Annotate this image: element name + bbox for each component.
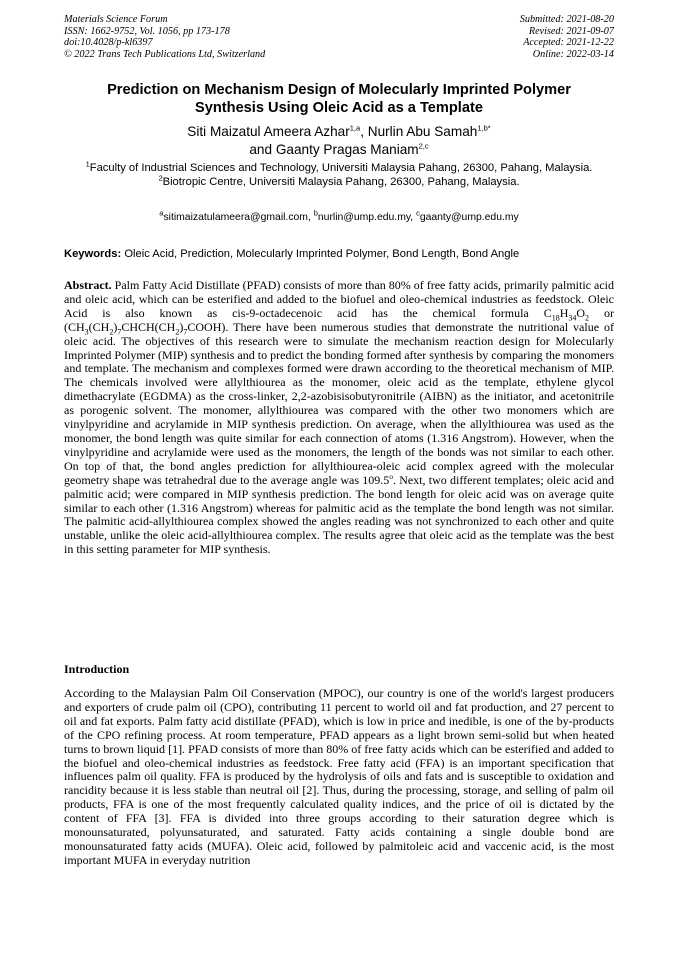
email-c[interactable]: gaanty@ump.edu.my: [419, 212, 519, 223]
author-2-marker: 1,b*: [477, 123, 491, 133]
keywords-label: Keywords:: [64, 248, 122, 260]
affiliation-2-marker: 2: [158, 173, 163, 183]
formula-sub: 34: [568, 313, 577, 323]
affiliation-1: [64, 159, 614, 175]
date-revised: Revised: 2021-09-07: [528, 25, 614, 37]
author-1: Siti Maizatul Ameera Azhar: [187, 124, 350, 139]
date-accepted: Accepted: 2021-12-22: [523, 37, 614, 49]
journal-info: [64, 14, 265, 60]
journal-copyright: © 2022 Trans Tech Publications Ltd, Switzerland: [64, 48, 266, 60]
formula-sub: 7: [117, 327, 122, 337]
author-list: [40, 123, 638, 158]
abstract-text-2: There have been numerous studies that demonstrate the nutritional value of oleic acid. The objectives of this research were to simulate the mechanism reaction design for Molecularly Imprinted Polymer (MIP) synthesis and to predict the bonding formed after synthesis by comparing the monomers and template. The mechanism and complexes formed were drawn according to the theoretical mechanism of MIP. The chemicals involved were allylthiourea as the monomer, oleic acid as the template, ethylene glycol dimethacrylate (EGDMA) as the cross-linker, 2,2-azobisisobutyronitrile (AIBN) as the initiator, and acetonitrile as porogenic solvent. The monomer, allylthiourea was compared with the other two monomers which are vinylpyridine and acrylamide in MIP synthesis prediction. On average, when the allylthiourea was used as the monomer, the bond length was quite similar for each connection of atoms (1.316 Angstrom). However, when the vinylpyridine and acrylamide were used as the monomers, the length of the bonds was not similar to each other. On top of that, the bond angles prediction for allylthiourea-oleic acid complex agreed with the molecular geometry shape was tetrahedral due to the average angle was 109.5: [64, 319, 614, 487]
affiliation-1-marker: 1: [85, 159, 90, 169]
date-submitted: Submitted: 2021-08-20: [519, 14, 614, 25]
affiliation-2-text: Biotropic Centre, Universiti Malaysia Pahang, 26300, Pahang, Malaysia.: [162, 176, 520, 189]
author-3-marker: 2,c: [418, 140, 429, 150]
email-b-marker: b: [313, 208, 318, 218]
title-line-1: Prediction on Mechanism Design of Molecularly Imprinted Polymer: [107, 82, 571, 98]
journal-name: Materials Science Forum: [64, 14, 168, 25]
title-line-2: Synthesis Using Oleic Acid as a Template: [195, 99, 483, 116]
introduction-body: According to the Malaysian Palm Oil Conservation (MPOC), our country is one of the world's largest producers and exporters of crude palm oil (CPO), contributing 11 percent to world oil and fat production, and 27 percent to oil and fat exports. Palm fatty acid distillate (PFAD), which is low in price and inedible, is one of the by-products of the CPO refining process. At room temperature, PFAD appears as a light brown semi-solid but when heated turns to brown liquid [1]. PFAD consists of more than 80% of free fatty acids which can be esterified and added to the biofuel and oleo-chemical industries as feedstock. Free fatty acid (FFA) is an important specification that influences palm oil quality. FFA is produced by the hydrolysis of oils and fats and is susceptible to oxidation and rancidity because it is less stable than neutral oil [2]. Thus, during the processing, storage, and selling of palm oil products, FFA is one of the most frequently calculated quality indices, and the price of oil is dictated by the content of FFA [3]. FFA is divided into three groups according to their saturation degree which is monounsaturated, polyunsaturated, and saturated. Fatty acids containing a single double bond are monounsaturated fatty acids (MUFA). Oleic acid, followed by palmitoleic acid and vaccenic acid, is the most important MUFA in everyday nutrition: [64, 686, 614, 867]
publication-dates: [520, 14, 614, 60]
email-c-marker: c: [416, 208, 420, 218]
formula-sub: 18: [551, 313, 560, 323]
formula-text: ): [179, 319, 184, 334]
author-line-2: [40, 141, 638, 159]
journal-doi: doi:10.4028/p-kl6397: [64, 37, 153, 49]
date-online: Online: 2022-03-14: [532, 48, 614, 60]
formula-text: CHCH(CH: [121, 319, 176, 334]
journal-issn: ISSN: 1662-9752, Vol. 1056, pp 173-178: [64, 25, 230, 37]
author-2: Nurlin Abu Samah: [367, 124, 478, 139]
author-line-1: Siti Maizatul Ameera Azhar$^{1,a}$, Nurlin Abu Samah$^{1,b*}$: [187, 123, 491, 139]
formula-sub: 2: [109, 327, 114, 337]
formula-text: ): [113, 319, 118, 334]
email-a[interactable]: sitimaizatulameera@gmail.com,: [163, 212, 311, 223]
abstract-text-3: . Next, two different templates; oleic acid and palmitic acid; were compared in MIP synthesis prediction. The bond length for oleic acid was on average quite similar to each other (1.316 Angstrom) whereas for palmitic acid as the template the bond length was not similar. The palmitic acid-allylthiourea complex showed the angles reading was not synchronized to each other and quite unstable, unlike the oleic acid-allylthiourea complex. The results agree that oleic acid as the template was the best in this setting parameter for MIP synthesis.: [64, 472, 615, 557]
abstract-label: Abstract.: [64, 278, 112, 292]
abstract: [64, 279, 614, 557]
author-conjunction: and: [249, 141, 273, 157]
abstract-text-1: Palm Fatty Acid Distillate (PFAD) consists of more than 80% of free fatty acids, primarily palmitic acid and oleic acid, which can be esterified and added to the biofuel and oleo-chemical industries as feedstock. Oleic Acid is also known as cis-9-octadecenoic acid has the chemical formula C: [64, 278, 614, 320]
formula-text: (CH: [88, 319, 110, 334]
degree-marker: o: [389, 471, 393, 481]
formula-text: O: [576, 305, 586, 320]
formula-sub: 7: [183, 327, 188, 337]
keywords: [64, 247, 614, 261]
author-emails: [40, 208, 638, 224]
affiliations: [64, 159, 614, 191]
author-1-marker: 1,a: [349, 123, 361, 133]
email-a-marker: a: [159, 208, 164, 218]
formula-text: or (CH: [64, 305, 614, 334]
formula-sub: 2: [585, 313, 590, 323]
keywords-text: Oleic Acid, Prediction, Molecularly Imprinted Polymer, Bond Length, Bond Angle: [124, 248, 520, 260]
author-3: Gaanty Pragas Maniam: [275, 141, 419, 157]
formula-text: H: [559, 305, 569, 320]
email-b[interactable]: nurlin@ump.edu.my,: [317, 212, 414, 223]
section-heading-introduction: Introduction: [64, 662, 130, 676]
paper-title: [40, 82, 638, 117]
formula-sub: 2: [175, 327, 180, 337]
affiliation-2: [64, 173, 614, 189]
formula-sub: 3: [84, 327, 89, 337]
formula-text: COOH).: [187, 319, 229, 334]
affiliation-1-text: Faculty of Industrial Sciences and Technology, Universiti Malaysia Pahang, 26300, Pahang, Malaysia.: [89, 162, 593, 174]
